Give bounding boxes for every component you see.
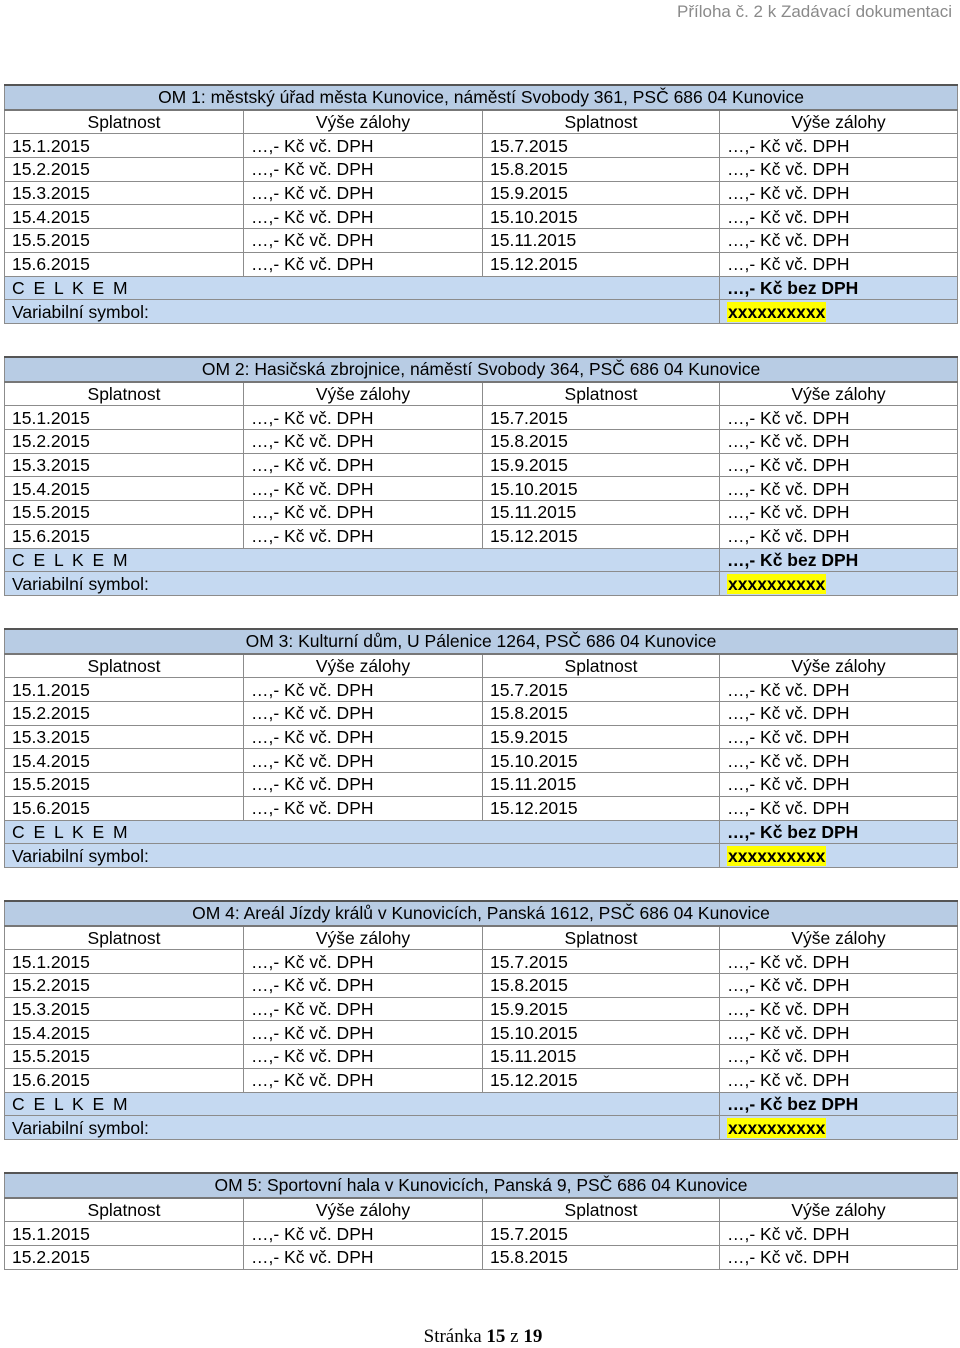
table-row	[5, 950, 958, 974]
advance-amount: …,- Kč vč. DPH	[244, 950, 483, 974]
advance-amount: …,- Kč vč. DPH	[720, 702, 958, 726]
due-date: 15.10.2015	[483, 205, 720, 229]
advance-amount: …,- Kč vč. DPH	[720, 524, 958, 548]
due-date: 15.4.2015	[5, 1021, 244, 1045]
table-row	[5, 181, 958, 205]
due-date: 15.2.2015	[5, 974, 244, 998]
col-header-splatnost: Splatnost	[483, 654, 720, 678]
footer-page-number: 15	[486, 1326, 506, 1347]
table-row	[5, 430, 958, 454]
om-table	[4, 628, 958, 868]
om-table	[4, 1172, 958, 1270]
due-date: 15.5.2015	[5, 229, 244, 253]
table-row	[5, 134, 958, 158]
om-header-row	[5, 926, 958, 950]
total-row	[5, 548, 958, 572]
due-date: 15.1.2015	[5, 950, 244, 974]
col-header-vyse-zalohy: Výše zálohy	[720, 926, 958, 950]
om-header-row	[5, 382, 958, 406]
total-label: C E L K E M	[5, 548, 720, 572]
due-date: 15.1.2015	[5, 134, 244, 158]
table-row	[5, 1246, 958, 1270]
col-header-vyse-zalohy: Výše zálohy	[244, 926, 483, 950]
due-date: 15.8.2015	[483, 1246, 720, 1270]
om-title-row	[5, 901, 958, 926]
col-header-splatnost: Splatnost	[5, 1198, 244, 1222]
table-row	[5, 252, 958, 276]
col-header-vyse-zalohy: Výše zálohy	[244, 382, 483, 406]
col-header-splatnost: Splatnost	[5, 654, 244, 678]
advance-amount: …,- Kč vč. DPH	[244, 406, 483, 430]
col-header-vyse-zalohy: Výše zálohy	[720, 1198, 958, 1222]
due-date: 15.12.2015	[483, 796, 720, 820]
advance-amount: …,- Kč vč. DPH	[244, 158, 483, 182]
advance-amount: …,- Kč vč. DPH	[244, 974, 483, 998]
total-amount: …,- Kč bez DPH	[720, 820, 958, 844]
advance-amount: …,- Kč vč. DPH	[720, 749, 958, 773]
due-date: 15.8.2015	[483, 158, 720, 182]
variable-symbol-value: xxxxxxxxxx	[728, 301, 826, 322]
variable-symbol-row	[5, 844, 958, 868]
advance-amount: …,- Kč vč. DPH	[720, 406, 958, 430]
due-date: 15.3.2015	[5, 997, 244, 1021]
advance-amount: …,- Kč vč. DPH	[720, 501, 958, 525]
variable-symbol-row	[5, 572, 958, 596]
table-row	[5, 1045, 958, 1069]
due-date: 15.5.2015	[5, 1045, 244, 1069]
advance-amount: …,- Kč vč. DPH	[720, 1246, 958, 1270]
total-label: C E L K E M	[5, 820, 720, 844]
due-date: 15.3.2015	[5, 453, 244, 477]
advance-amount: …,- Kč vč. DPH	[244, 1068, 483, 1092]
advance-amount: …,- Kč vč. DPH	[720, 974, 958, 998]
advance-amount: …,- Kč vč. DPH	[244, 796, 483, 820]
om-block-2	[4, 356, 957, 596]
due-date: 15.7.2015	[483, 134, 720, 158]
col-header-vyse-zalohy: Výše zálohy	[244, 654, 483, 678]
om-table	[4, 84, 958, 324]
advance-amount: …,- Kč vč. DPH	[720, 1021, 958, 1045]
variable-symbol-cell	[720, 1116, 958, 1140]
om-header-row	[5, 654, 958, 678]
advance-amount: …,- Kč vč. DPH	[720, 477, 958, 501]
advance-amount: …,- Kč vč. DPH	[720, 1222, 958, 1246]
due-date: 15.1.2015	[5, 406, 244, 430]
page-header: Příloha č. 2 k Zadávací dokumentaci	[677, 2, 952, 21]
om-block-5	[4, 1172, 957, 1270]
om-title: OM 1: městský úřad města Kunovice, náměstí Svobody 361, PSČ 686 04 Kunovice	[5, 85, 958, 110]
due-date: 15.12.2015	[483, 252, 720, 276]
table-row	[5, 1068, 958, 1092]
variable-symbol-label: Variabilní symbol:	[5, 844, 720, 868]
total-row	[5, 1092, 958, 1116]
advance-amount: …,- Kč vč. DPH	[720, 205, 958, 229]
om-table	[4, 356, 958, 596]
advance-amount: …,- Kč vč. DPH	[720, 430, 958, 454]
om-block-4	[4, 900, 957, 1140]
advance-amount: …,- Kč vč. DPH	[244, 501, 483, 525]
om-title: OM 3: Kulturní dům, U Pálenice 1264, PSČ 686 04 Kunovice	[5, 629, 958, 654]
table-row	[5, 524, 958, 548]
due-date: 15.12.2015	[483, 524, 720, 548]
advance-amount: …,- Kč vč. DPH	[244, 229, 483, 253]
col-header-splatnost: Splatnost	[483, 926, 720, 950]
due-date: 15.2.2015	[5, 430, 244, 454]
due-date: 15.6.2015	[5, 524, 244, 548]
col-header-splatnost: Splatnost	[483, 382, 720, 406]
table-row	[5, 1021, 958, 1045]
advance-amount: …,- Kč vč. DPH	[720, 252, 958, 276]
om-block-3	[4, 628, 957, 868]
om-header-row	[5, 1198, 958, 1222]
advance-amount: …,- Kč vč. DPH	[720, 453, 958, 477]
advance-amount: …,- Kč vč. DPH	[244, 524, 483, 548]
advance-amount: …,- Kč vč. DPH	[720, 181, 958, 205]
due-date: 15.11.2015	[483, 773, 720, 797]
table-row	[5, 974, 958, 998]
advance-amount: …,- Kč vč. DPH	[244, 702, 483, 726]
table-row	[5, 702, 958, 726]
variable-symbol-cell	[720, 572, 958, 596]
total-amount: …,- Kč bez DPH	[720, 548, 958, 572]
due-date: 15.7.2015	[483, 406, 720, 430]
table-row	[5, 749, 958, 773]
total-row	[5, 276, 958, 300]
table-row	[5, 205, 958, 229]
advance-amount: …,- Kč vč. DPH	[244, 252, 483, 276]
due-date: 15.3.2015	[5, 725, 244, 749]
due-date: 15.2.2015	[5, 158, 244, 182]
col-header-vyse-zalohy: Výše zálohy	[720, 654, 958, 678]
variable-symbol-cell	[720, 300, 958, 324]
om-table	[4, 900, 958, 1140]
advance-amount: …,- Kč vč. DPH	[720, 796, 958, 820]
due-date: 15.7.2015	[483, 678, 720, 702]
advance-amount: …,- Kč vč. DPH	[244, 134, 483, 158]
variable-symbol-row	[5, 1116, 958, 1140]
due-date: 15.9.2015	[483, 997, 720, 1021]
table-row	[5, 501, 958, 525]
due-date: 15.2.2015	[5, 1246, 244, 1270]
advance-amount: …,- Kč vč. DPH	[244, 773, 483, 797]
advance-amount: …,- Kč vč. DPH	[244, 453, 483, 477]
variable-symbol-value: xxxxxxxxxx	[728, 845, 826, 866]
advance-amount: …,- Kč vč. DPH	[720, 134, 958, 158]
due-date: 15.5.2015	[5, 501, 244, 525]
due-date: 15.5.2015	[5, 773, 244, 797]
due-date: 15.9.2015	[483, 725, 720, 749]
due-date: 15.7.2015	[483, 1222, 720, 1246]
variable-symbol-label: Variabilní symbol:	[5, 572, 720, 596]
advance-amount: …,- Kč vč. DPH	[244, 1222, 483, 1246]
advance-amount: …,- Kč vč. DPH	[244, 1045, 483, 1069]
footer-middle: z	[510, 1326, 519, 1347]
col-header-vyse-zalohy: Výše zálohy	[720, 382, 958, 406]
om-title-row	[5, 85, 958, 110]
due-date: 15.10.2015	[483, 1021, 720, 1045]
col-header-vyse-zalohy: Výše zálohy	[720, 110, 958, 134]
due-date: 15.1.2015	[5, 678, 244, 702]
due-date: 15.1.2015	[5, 1222, 244, 1246]
om-title: OM 5: Sportovní hala v Kunovicích, Panská 9, PSČ 686 04 Kunovice	[5, 1173, 958, 1198]
table-row	[5, 725, 958, 749]
page-footer	[0, 1326, 960, 1348]
due-date: 15.11.2015	[483, 1045, 720, 1069]
advance-amount: …,- Kč vč. DPH	[244, 205, 483, 229]
due-date: 15.10.2015	[483, 477, 720, 501]
variable-symbol-row	[5, 300, 958, 324]
advance-amount: …,- Kč vč. DPH	[720, 1068, 958, 1092]
due-date: 15.8.2015	[483, 974, 720, 998]
table-row	[5, 158, 958, 182]
advance-amount: …,- Kč vč. DPH	[244, 678, 483, 702]
due-date: 15.6.2015	[5, 252, 244, 276]
table-row	[5, 406, 958, 430]
advance-amount: …,- Kč vč. DPH	[244, 725, 483, 749]
advance-amount: …,- Kč vč. DPH	[720, 1045, 958, 1069]
due-date: 15.6.2015	[5, 1068, 244, 1092]
total-amount: …,- Kč bez DPH	[720, 1092, 958, 1116]
advance-amount: …,- Kč vč. DPH	[720, 158, 958, 182]
advance-amount: …,- Kč vč. DPH	[244, 181, 483, 205]
variable-symbol-label: Variabilní symbol:	[5, 300, 720, 324]
advance-amount: …,- Kč vč. DPH	[244, 430, 483, 454]
om-title-row	[5, 1173, 958, 1198]
advance-amount: …,- Kč vč. DPH	[720, 725, 958, 749]
variable-symbol-value: xxxxxxxxxx	[728, 573, 826, 594]
due-date: 15.8.2015	[483, 430, 720, 454]
due-date: 15.4.2015	[5, 749, 244, 773]
col-header-splatnost: Splatnost	[5, 926, 244, 950]
variable-symbol-label: Variabilní symbol:	[5, 1116, 720, 1140]
due-date: 15.11.2015	[483, 501, 720, 525]
advance-amount: …,- Kč vč. DPH	[244, 1246, 483, 1270]
advance-amount: …,- Kč vč. DPH	[720, 678, 958, 702]
due-date: 15.10.2015	[483, 749, 720, 773]
table-row	[5, 477, 958, 501]
total-amount: …,- Kč bez DPH	[720, 276, 958, 300]
due-date: 15.12.2015	[483, 1068, 720, 1092]
table-row	[5, 796, 958, 820]
due-date: 15.11.2015	[483, 229, 720, 253]
total-row	[5, 820, 958, 844]
om-block-1	[4, 84, 957, 324]
om-title: OM 2: Hasičská zbrojnice, náměstí Svobody 364, PSČ 686 04 Kunovice	[5, 357, 958, 382]
due-date: 15.4.2015	[5, 205, 244, 229]
table-row	[5, 678, 958, 702]
col-header-splatnost: Splatnost	[483, 1198, 720, 1222]
due-date: 15.2.2015	[5, 702, 244, 726]
advance-amount: …,- Kč vč. DPH	[244, 1021, 483, 1045]
due-date: 15.8.2015	[483, 702, 720, 726]
total-label: C E L K E M	[5, 1092, 720, 1116]
table-row	[5, 997, 958, 1021]
om-title-row	[5, 357, 958, 382]
footer-page-total: 19	[523, 1326, 543, 1347]
due-date: 15.6.2015	[5, 796, 244, 820]
table-row	[5, 453, 958, 477]
table-row	[5, 229, 958, 253]
table-row	[5, 773, 958, 797]
advance-amount: …,- Kč vč. DPH	[720, 997, 958, 1021]
variable-symbol-cell	[720, 844, 958, 868]
om-header-row	[5, 110, 958, 134]
col-header-splatnost: Splatnost	[483, 110, 720, 134]
col-header-vyse-zalohy: Výše zálohy	[244, 1198, 483, 1222]
om-title: OM 4: Areál Jízdy králů v Kunovicích, Panská 1612, PSČ 686 04 Kunovice	[5, 901, 958, 926]
col-header-vyse-zalohy: Výše zálohy	[244, 110, 483, 134]
variable-symbol-value: xxxxxxxxxx	[728, 1117, 826, 1138]
advance-amount: …,- Kč vč. DPH	[720, 773, 958, 797]
advance-amount: …,- Kč vč. DPH	[720, 229, 958, 253]
due-date: 15.4.2015	[5, 477, 244, 501]
due-date: 15.3.2015	[5, 181, 244, 205]
footer-prefix: Stránka	[423, 1326, 482, 1347]
om-title-row	[5, 629, 958, 654]
table-row	[5, 1222, 958, 1246]
total-label: C E L K E M	[5, 276, 720, 300]
advance-amount: …,- Kč vč. DPH	[720, 950, 958, 974]
advance-amount: …,- Kč vč. DPH	[244, 997, 483, 1021]
advance-amount: …,- Kč vč. DPH	[244, 477, 483, 501]
due-date: 15.9.2015	[483, 181, 720, 205]
col-header-splatnost: Splatnost	[5, 382, 244, 406]
due-date: 15.7.2015	[483, 950, 720, 974]
advance-amount: …,- Kč vč. DPH	[244, 749, 483, 773]
col-header-splatnost: Splatnost	[5, 110, 244, 134]
due-date: 15.9.2015	[483, 453, 720, 477]
